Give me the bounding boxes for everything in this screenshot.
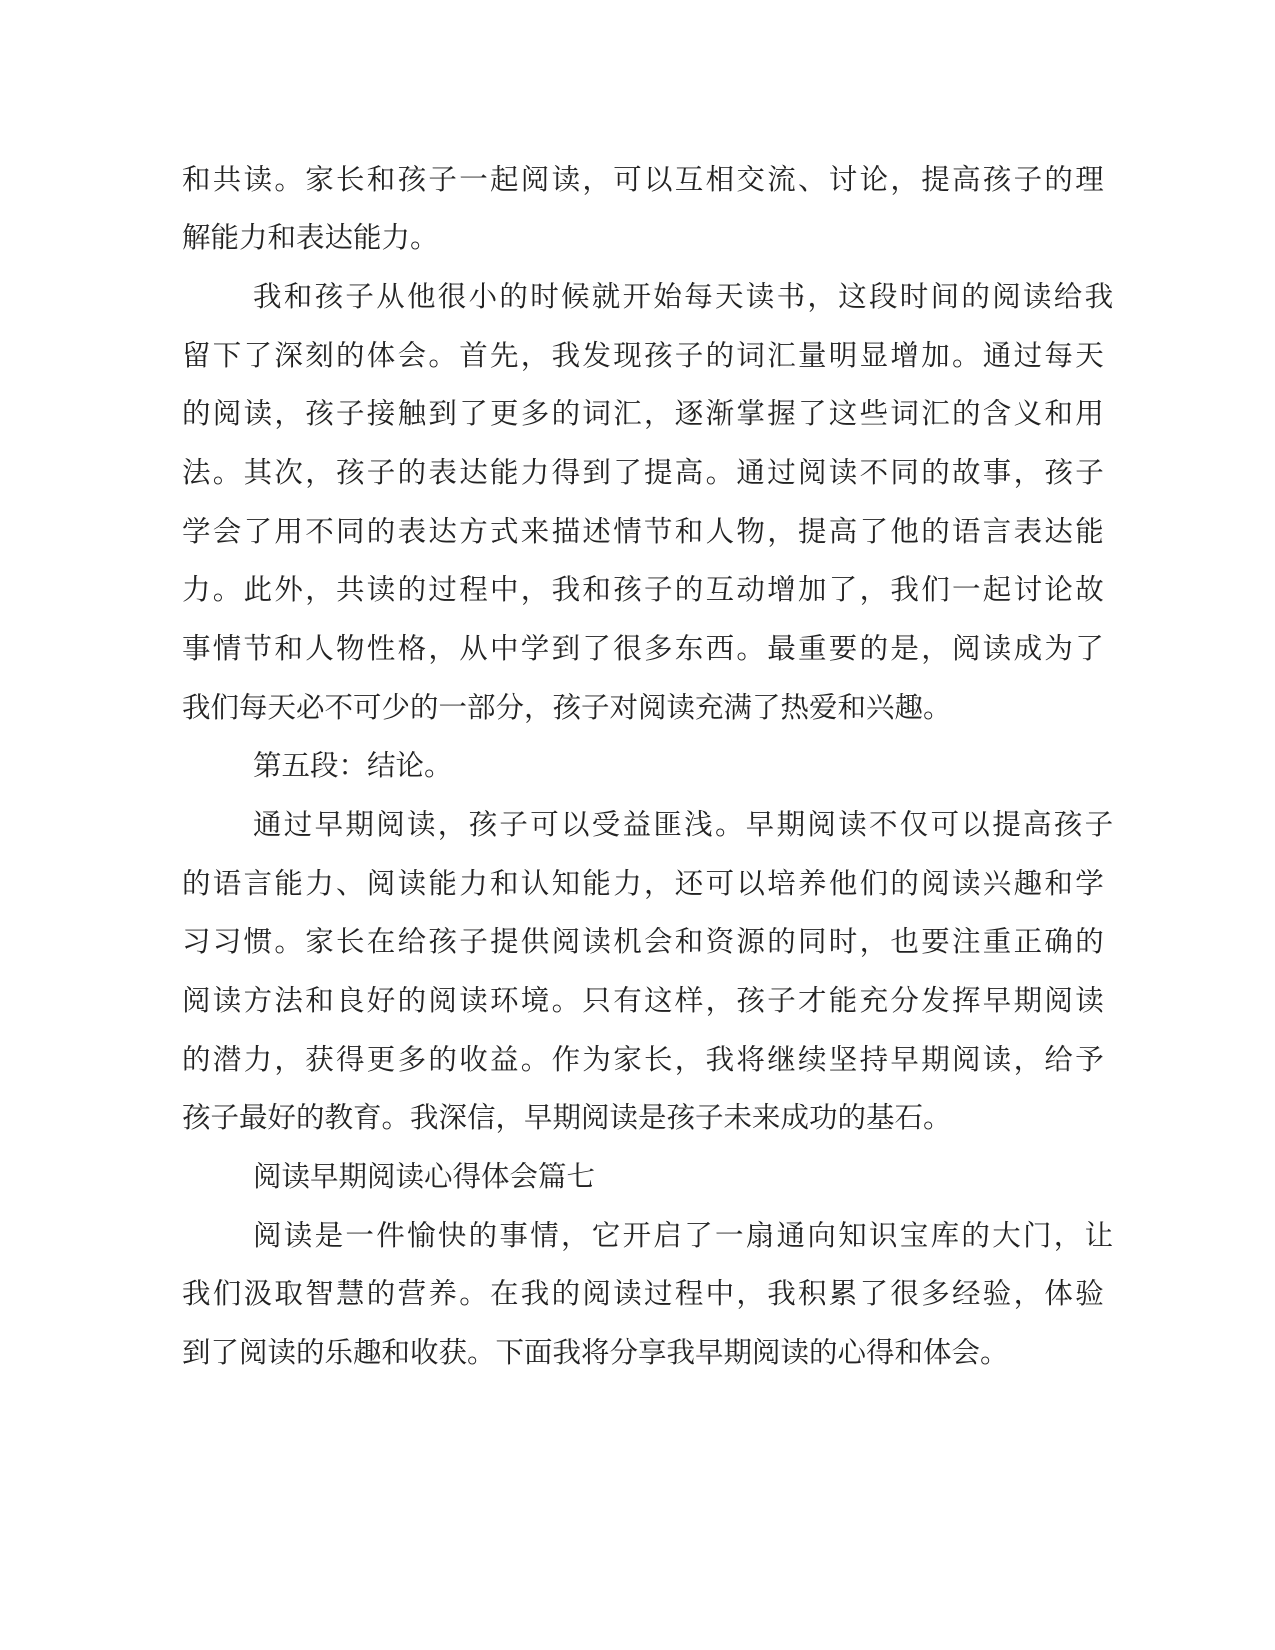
text-line: 事情节和人物性格，从中学到了很多东西。最重要的是，阅读成为了: [182, 632, 1107, 665]
text-line: 法。其次，孩子的表达能力得到了提高。通过阅读不同的故事，孩子: [182, 456, 1107, 489]
text-line: 孩子最好的教育。我深信，早期阅读是孩子未来成功的基石。: [182, 1101, 952, 1134]
text-line: 习习惯。家长在给孩子提供阅读机会和资源的同时，也要注重正确的: [182, 925, 1107, 958]
text-line: 到了阅读的乐趣和收获。下面我将分享我早期阅读的心得和体会。: [182, 1336, 1009, 1369]
text-line: 学会了用不同的表达方式来描述情节和人物，提高了他的语言表达能: [182, 515, 1107, 548]
text-line: 的潜力，获得更多的收益。作为家长，我将继续坚持早期阅读，给予: [182, 1043, 1107, 1076]
text-line: 阅读方法和良好的阅读环境。只有这样，孩子才能充分发挥早期阅读: [182, 984, 1107, 1017]
paragraph-first-line: 通过早期阅读，孩子可以受益匪浅。早期阅读不仅可以提高孩子: [253, 808, 1116, 841]
paragraph-first-line: 我和孩子从他很小的时候就开始每天读书，这段时间的阅读给我: [253, 280, 1116, 313]
text-line: 留下了深刻的体会。首先，我发现孩子的词汇量明显增加。通过每天: [182, 339, 1107, 372]
text-line: 力。此外，共读的过程中，我和孩子的互动增加了，我们一起讨论故: [182, 573, 1107, 606]
article-title: 阅读早期阅读心得体会篇七: [253, 1160, 596, 1193]
text-line: 解能力和表达能力。: [182, 221, 439, 254]
text-line: 我们每天必不可少的一部分，孩子对阅读充满了热爱和兴趣。: [182, 691, 952, 724]
section-heading: 第五段：结论。: [253, 749, 453, 782]
text-line: 的语言能力、阅读能力和认知能力，还可以培养他们的阅读兴趣和学: [182, 867, 1107, 900]
paragraph-first-line: 阅读是一件愉快的事情，它开启了一扇通向知识宝库的大门，让: [253, 1219, 1116, 1252]
text-line: 的阅读，孩子接触到了更多的词汇，逐渐掌握了这些词汇的含义和用: [182, 397, 1107, 430]
text-line: 我们汲取智慧的营养。在我的阅读过程中，我积累了很多经验，体验: [182, 1277, 1107, 1310]
text-line: 和共读。家长和孩子一起阅读，可以互相交流、讨论，提高孩子的理: [182, 163, 1107, 196]
